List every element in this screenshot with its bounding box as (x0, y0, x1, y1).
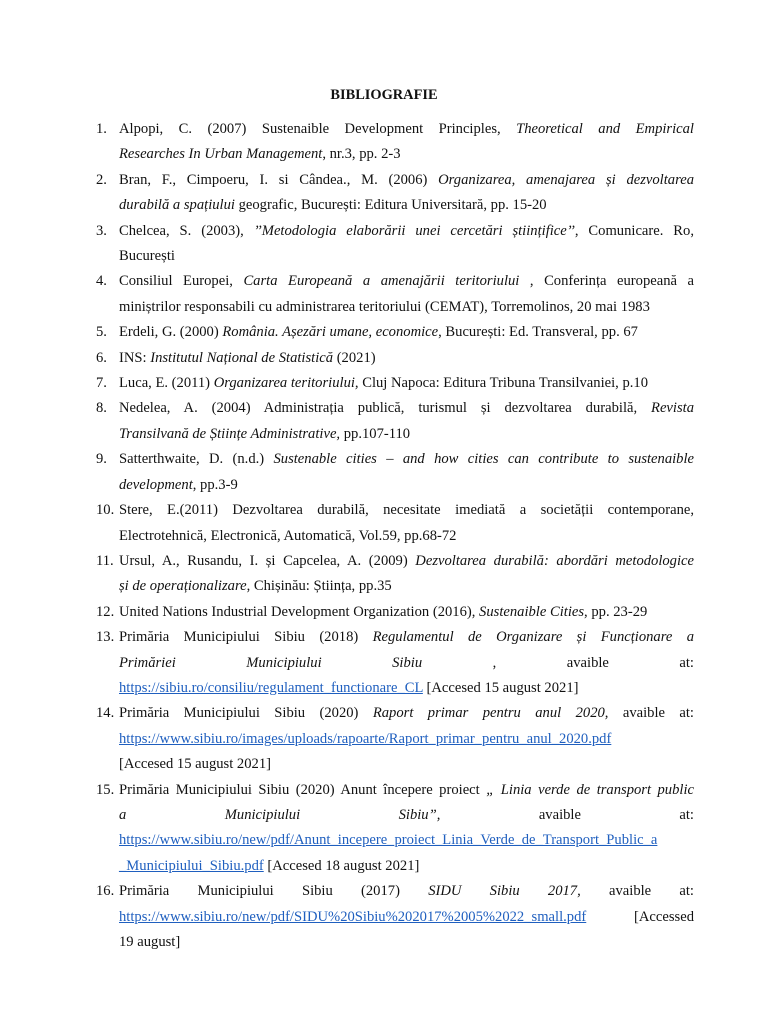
bibliography-entry (0, 701, 694, 777)
entry-number: 3. (96, 222, 107, 239)
entry-line (119, 854, 694, 879)
bibliography-entry (0, 117, 694, 168)
bibliography-entry (0, 778, 694, 880)
entry-text: București (119, 248, 175, 265)
entry-text: avaible at: (580, 883, 694, 900)
entry-text: Stere, E.(2011) Dezvoltarea durabilă, necesitate imediată a societății contemporane, (119, 502, 694, 519)
entry-text: [Accesed 15 august 2021] (119, 756, 271, 773)
bibliography-entry (0, 600, 694, 625)
reference-link[interactable]: _Municipiului_Sibiu.pdf (119, 857, 264, 874)
italic-title-text: „ Linia verde de transport public (486, 781, 694, 798)
entry-number: 1. (96, 121, 107, 137)
entry-line (119, 600, 694, 625)
entry-line (119, 422, 694, 447)
bibliography-entry (0, 320, 694, 345)
entry-number: 6. (96, 349, 107, 366)
entry-text: Primăria Municipiului Sibiu (2018) (119, 629, 373, 646)
entry-line (119, 219, 694, 244)
bibliography-entry (0, 879, 694, 955)
italic-title-text: Transilvană de Științe Administrative, (119, 425, 341, 442)
entry-text: Cluj Napoca: Editura Tribuna Transilvaniei, p.10 (358, 375, 649, 392)
entry-text: pp.107-110 (340, 425, 411, 442)
entry-line (119, 117, 694, 142)
bibliography-entry (0, 371, 694, 396)
entry-text: geografic, București: Editura Universitară, pp. 15-20 (234, 197, 547, 214)
entry-text: Ursul, A., Rusandu, I. și Capcelea, A. (2009) (119, 552, 416, 569)
entry-number: 12. (96, 603, 115, 620)
bibliography-entry (0, 269, 694, 320)
entry-number: 16. (96, 883, 115, 900)
entry-line (119, 193, 694, 218)
entry-line (119, 727, 694, 752)
entry-text: Nedelea, A. (2004) Administrația publică, turismul și dezvoltarea durabilă, (119, 400, 652, 417)
entry-number: 13. (96, 629, 115, 646)
entry-line (119, 498, 694, 523)
bibliography-list (0, 117, 768, 955)
entry-number: 8. (96, 400, 107, 417)
entry-line (119, 803, 694, 828)
reference-link[interactable]: https://www.sibiu.ro/new/pdf/SIDU%20Sibiu%202017%2005%2022_small.pdf (119, 908, 587, 925)
entry-text: Alpopi, C. (2007) Sustenaible Development Principles, (119, 121, 517, 137)
italic-title-text: SIDU Sibiu 2017, (428, 883, 581, 900)
bibliography-entry (0, 219, 694, 270)
entry-line (119, 524, 694, 549)
entry-text: miniștrilor responsabili cu administrarea teritoriului (CEMAT), Torremolinos, 20 mai 1983 (119, 298, 650, 315)
entry-number: 9. (96, 451, 107, 468)
entry-line (119, 473, 694, 498)
entry-line (119, 549, 694, 574)
entry-text: [Accesed 18 august 2021] (263, 857, 420, 874)
italic-title-text: Organizarea teritoriului, (213, 375, 359, 392)
entry-text: , nr.3, pp. 2-3 (322, 146, 401, 163)
entry-number: 5. (96, 324, 107, 341)
entry-text: , Chișinău: Știința, pp.35 (246, 578, 392, 595)
reference-link[interactable]: https://www.sibiu.ro/images/uploads/rapoarte/Raport_primar_pentru_anul_2020.pdf (119, 730, 612, 747)
entry-text: , pp.3-9 (192, 476, 238, 493)
entry-line (119, 574, 694, 599)
bibliography-entry (0, 447, 694, 498)
bibliography-entry (0, 168, 694, 219)
entry-text: Chelcea, S. (2003), (119, 222, 254, 239)
entry-number: 14. (96, 705, 115, 722)
entry-line (119, 371, 694, 396)
entry-line (119, 244, 694, 269)
entry-text: Satterthwaite, D. (n.d.) (119, 451, 274, 468)
entry-number: 15. (96, 781, 115, 798)
entry-line (119, 651, 694, 676)
entry-line (119, 295, 694, 320)
entry-text: avaible at: (608, 705, 694, 722)
italic-title-text: Sustenable cities – and how cities can contribute to sustenaible (273, 451, 695, 468)
italic-title-text: ’’Metodologia elaborării unei cercetări științifice’’ (253, 222, 575, 239)
italic-title-text: a Municipiului Sibiu”, (119, 806, 441, 823)
italic-title-text: Regulamentul de Organizare și Funcționare a (372, 629, 694, 646)
bibliography-entry (0, 625, 694, 701)
entry-text: , București: Ed. Transveral, pp. 67 (438, 324, 638, 341)
entry-line (119, 778, 694, 803)
entry-text: Primăria Municipiului Sibiu (2020) Anunt începere proiect (119, 781, 487, 798)
entry-line (119, 447, 694, 472)
reference-link[interactable]: https://sibiu.ro/consiliu/regulament_functionare_CL (119, 679, 423, 696)
italic-title-text: Theoretical and Empirical (516, 121, 694, 137)
entry-number: 2. (96, 171, 107, 188)
italic-title-text: și de operaționalizare (119, 578, 247, 595)
entry-line (119, 320, 694, 345)
italic-title-text: Organizarea, amenajarea și dezvoltarea (438, 171, 694, 188)
entry-text: Primăria Municipiului Sibiu (2017) (119, 883, 429, 900)
entry-text: Luca, E. (2011) (119, 375, 214, 392)
italic-title-text: Institutul Național de Statistică (150, 349, 334, 366)
italic-title-text: development (119, 476, 193, 493)
entry-text: United Nations Industrial Development Organization (2016), (119, 603, 480, 620)
entry-text: (2021) (333, 349, 376, 366)
italic-title-text: Researches In Urban Management (119, 146, 323, 163)
entry-line (119, 701, 694, 726)
italic-title-text: Sustenaible Cities (479, 603, 585, 620)
entry-line (119, 168, 694, 193)
italic-title-text: Dezvoltarea durabilă: abordări metodologice (415, 552, 694, 569)
entry-text: INS: (119, 349, 151, 366)
page-title: BIBLIOGRAFIE (330, 87, 438, 103)
entry-line (119, 879, 694, 904)
italic-title-text: Carta Europeană a amenajării teritoriului (243, 273, 520, 290)
entry-line (119, 905, 694, 930)
italic-title-text: România. Așezări umane, economice (222, 324, 439, 341)
entry-text: [Accesed 15 august 2021] (422, 679, 579, 696)
entry-text: , Comunicare. Ro, (574, 222, 694, 239)
entry-line (119, 346, 694, 371)
entry-text: 19 august] (119, 934, 181, 950)
entry-line (119, 625, 694, 650)
entry-text: Erdeli, G. (2000) (119, 324, 223, 341)
entry-number: 10. (96, 502, 115, 519)
entry-number: 7. (96, 375, 107, 392)
entry-text: Electrotehnică, Electronică, Automatică, Vol.59, pp.68-72 (119, 527, 457, 544)
entry-line (119, 828, 694, 853)
entry-text: avaible at: (440, 806, 694, 823)
italic-title-text: Revista (651, 400, 694, 417)
entry-text: Primăria Municipiului Sibiu (2020) (119, 705, 373, 722)
italic-title-text: durabilă a spațiului (119, 197, 235, 214)
bibliography-entry (0, 498, 694, 549)
entry-number: 11. (96, 552, 114, 569)
entry-line (119, 752, 694, 777)
reference-link[interactable]: https://www.sibiu.ro/new/pdf/Anunt_incepere_proiect_Linia_Verde_de_Transport_Public_a (119, 832, 658, 849)
entry-text: [Accessed (586, 908, 694, 925)
entry-line (119, 676, 694, 701)
entry-text: , pp. 23-29 (584, 603, 648, 620)
bibliography-entry (0, 549, 694, 600)
italic-title-text: Primăriei Municipiului Sibiu (119, 654, 423, 671)
entry-line (119, 930, 694, 955)
italic-title-text: Raport primar pentru anul 2020, (372, 705, 609, 722)
entry-text: , avaible at: (422, 654, 694, 671)
entry-number: 4. (96, 273, 107, 290)
entry-text: Bran, F., Cimpoeru, I. si Cândea., M. (2006) (119, 171, 439, 188)
bibliography-entry (0, 396, 694, 447)
bibliography-entry (0, 346, 694, 371)
entry-text: , Conferința europeană a (519, 273, 694, 290)
entry-text: Consiliul Europei, (119, 273, 244, 290)
entry-line (119, 396, 694, 421)
entry-line (119, 142, 694, 167)
entry-line (119, 269, 694, 294)
